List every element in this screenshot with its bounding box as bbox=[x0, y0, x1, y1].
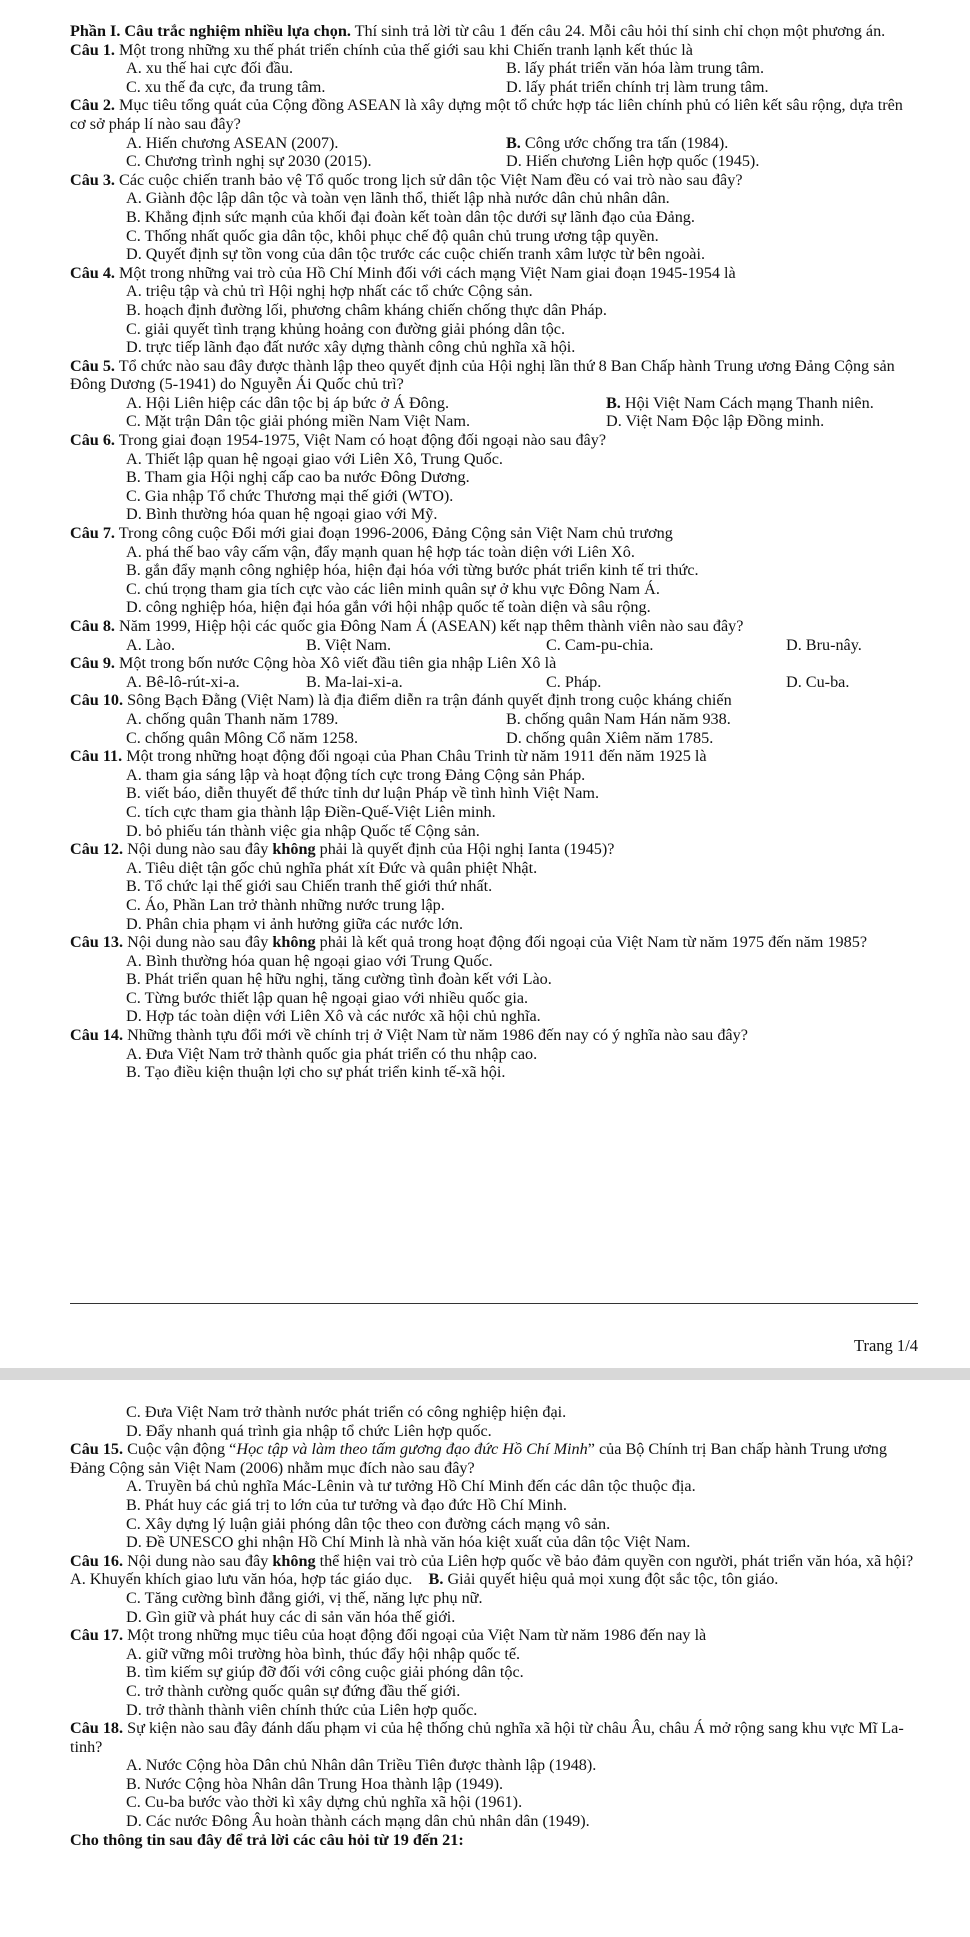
question-label: Câu 7. bbox=[70, 524, 115, 543]
option-a: A. Lào. bbox=[126, 635, 175, 654]
question-label: Câu 15. bbox=[70, 1440, 124, 1459]
question-label: Câu 18. bbox=[70, 1719, 124, 1738]
option-a: A. Bình thường hóa quan hệ ngoại giao với Trung Quốc. bbox=[126, 951, 493, 970]
option-b: B. Khẳng định sức mạnh của khối đại đoàn kết toàn dân tộc dưới sự lãnh đạo của Đảng. bbox=[126, 207, 695, 226]
question-text: Năm 1999, Hiệp hội các quốc gia Đông Nam Á (ASEAN) kết nạp thêm thành viên nào sau đây? bbox=[114, 617, 744, 635]
question-text: Một trong những vai trò của Hồ Chí Minh đối với cách mạng Việt Nam giai đoạn 1945-1954 là bbox=[114, 263, 736, 282]
question-2-options-row-1 bbox=[70, 134, 918, 153]
question-label: Câu 1. bbox=[70, 40, 115, 59]
option-c: C. Thống nhất quốc gia dân tộc, khôi phục chế độ quân chủ trung ương tập quyền. bbox=[126, 226, 659, 245]
option-b: B. hoạch định đường lối, phương châm kháng chiến chống thực dân Pháp. bbox=[126, 300, 607, 319]
option-d: D. Việt Nam Độc lập Đồng minh. bbox=[606, 412, 825, 431]
question-6-stem bbox=[70, 431, 918, 450]
option-d: D. trực tiếp lãnh đạo đất nước xây dựng thành công chủ nghĩa xã hội. bbox=[126, 338, 576, 357]
option-c: C. Đưa Việt Nam trở thành nước phát triển có công nghiệp hiện đại. bbox=[126, 1403, 567, 1421]
question-label: Câu 13. bbox=[70, 933, 124, 952]
question-label: Câu 5. bbox=[70, 356, 115, 375]
question-label: Câu 10. bbox=[70, 691, 124, 710]
option-a: A. Bê-lô-rút-xi-a. bbox=[126, 672, 240, 691]
option-b: B. Tham gia Hội nghị cấp cao ba nước Đông Dương. bbox=[126, 468, 470, 487]
option-d: D. Phân chia phạm vi ảnh hưởng giữa các nước lớn. bbox=[126, 914, 463, 933]
question-10-options-row-2 bbox=[70, 729, 918, 748]
option-d: D. Gìn giữ và phát huy các di sản văn hóa thế giới. bbox=[126, 1607, 456, 1626]
option-d: D. Cu-ba. bbox=[786, 672, 850, 691]
part-instructions: Thí sinh trả lời từ câu 1 đến câu 24. Mỗi câu hỏi thí sinh chỉ chọn một phương án. bbox=[350, 22, 886, 40]
option-b: B. Nước Cộng hòa Nhân dân Trung Hoa thành lập (1949). bbox=[126, 1774, 504, 1793]
question-2-options-row-2 bbox=[70, 152, 918, 171]
option-d: D. Đẩy nhanh quá trình gia nhập tổ chức Liên hợp quốc. bbox=[126, 1421, 492, 1440]
question-1-options-row-2 bbox=[70, 78, 918, 97]
question-text: Nội dung nào sau đây bbox=[123, 840, 273, 859]
option-b: B. chống quân Nam Hán năm 938. bbox=[506, 709, 731, 728]
option-b-text: Giải quyết hiệu quả mọi xung đột sắc tộc, tôn giáo. bbox=[443, 1570, 779, 1589]
question-5-options-row-1 bbox=[70, 394, 918, 413]
question-text: Trong giai đoạn 1954-1975, Việt Nam có hoạt động đối ngoại nào sau đây? bbox=[114, 431, 607, 450]
option-c: C. Gia nhập Tổ chức Thương mại thế giới (WTO). bbox=[126, 486, 454, 505]
question-text: Cuộc vận động “ bbox=[123, 1440, 237, 1459]
question-text: Mục tiêu tổng quát của Cộng đồng ASEAN là xây dựng một tổ chức hợp tác liên chính phủ có liên kết sâu rộng, dựa trên cơ sở pháp lí nào sau đây? bbox=[70, 96, 903, 133]
question-text-end: phải là quyết định của Hội nghị Ianta (1945)? bbox=[315, 840, 615, 859]
option-a: A. triệu tập và chủ trì Hội nghị hợp nhất các tổ chức Cộng sản. bbox=[126, 282, 533, 301]
question-15-stem bbox=[70, 1440, 918, 1477]
option-b: B. lấy phát triển văn hóa làm trung tâm. bbox=[506, 59, 765, 78]
option-c: C. Pháp. bbox=[546, 672, 602, 691]
question-text: Một trong những hoạt động đối ngoại của Phan Châu Trinh từ năm 1911 đến năm 1925 là bbox=[122, 747, 707, 766]
exam-page-2 bbox=[0, 1380, 970, 1937]
question-11-stem bbox=[70, 747, 918, 766]
option-b-text: Công ước chống tra tấn (1984). bbox=[520, 133, 729, 152]
option-c: C. chống quân Mông Cổ năm 1258. bbox=[126, 728, 359, 747]
option-b-label: B. bbox=[506, 133, 521, 152]
option-a: A. chống quân Thanh năm 1789. bbox=[126, 709, 339, 728]
option-a: A. tham gia sáng lập và hoạt động tích cực trong Đảng Cộng sản Pháp. bbox=[126, 765, 586, 784]
option-c: C. Chương trình nghị sự 2030 (2015). bbox=[126, 152, 372, 171]
question-label: Câu 9. bbox=[70, 654, 115, 673]
option-b: B. Tạo điều kiện thuận lợi cho sự phát triển kinh tế-xã hội. bbox=[126, 1063, 506, 1082]
campaign-title: Học tập và làm theo tấm gương đạo đức Hồ Chí Minh bbox=[236, 1440, 588, 1459]
option-b: B. Phát huy các giá trị to lớn của tư tưởng và đạo đức Hồ Chí Minh. bbox=[126, 1495, 567, 1514]
option-b: B. Tổ chức lại thế giới sau Chiến tranh thế giới thứ nhất. bbox=[126, 877, 493, 896]
question-text: Một trong những mục tiêu của hoạt động đối ngoại của Việt Nam từ năm 1986 đến nay là bbox=[123, 1626, 707, 1645]
option-d: D. Hiến chương Liên hợp quốc (1945). bbox=[506, 152, 760, 171]
option-c: C. Tăng cường bình đẳng giới, vị thế, năng lực phụ nữ. bbox=[126, 1588, 483, 1607]
option-a: A. phá thế bao vây cấm vận, đẩy mạnh quan hệ hợp tác toàn diện với Liên Xô. bbox=[126, 542, 635, 561]
option-c: C. Từng bước thiết lập quan hệ ngoại giao với nhiều quốc gia. bbox=[126, 988, 529, 1007]
question-9-stem bbox=[70, 654, 918, 673]
question-label: Câu 17. bbox=[70, 1626, 124, 1645]
question-label: Câu 14. bbox=[70, 1026, 124, 1045]
question-label: Câu 2. bbox=[70, 96, 115, 115]
option-d: D. Hợp tác toàn diện với Liên Xô và các nước xã hội chủ nghĩa. bbox=[126, 1007, 541, 1026]
option-c: C. giải quyết tình trạng khủng hoảng con đường giải phóng dân tộc. bbox=[126, 319, 566, 338]
option-c: C. Mặt trận Dân tộc giải phóng miền Nam Việt Nam. bbox=[126, 412, 470, 431]
question-4-stem bbox=[70, 264, 918, 283]
question-8-options bbox=[70, 636, 918, 655]
question-text-end: ” của Bộ Chính trị Ban chấp hành Trung ương Đảng Cộng sản Việt Nam (2006) nhằm mục đích nào sau đây? bbox=[70, 1440, 887, 1477]
option-d: D. Đề UNESCO ghi nhận Hồ Chí Minh là nhà văn hóa kiệt xuất của dân tộc Việt Nam. bbox=[126, 1533, 691, 1552]
option-d: D. Bình thường hóa quan hệ ngoại giao với Mỹ. bbox=[126, 505, 438, 524]
option-a: A. Thiết lập quan hệ ngoại giao với Liên Xô, Trung Quốc. bbox=[126, 449, 503, 468]
option-a: A. giữ vững môi trường hòa bình, thúc đẩy hội nhập quốc tế. bbox=[126, 1644, 521, 1663]
question-12-stem bbox=[70, 840, 918, 859]
option-a: A. xu thế hai cực đối đầu. bbox=[126, 59, 294, 78]
option-a: A. Đưa Việt Nam trở thành quốc gia phát triển có thu nhập cao. bbox=[126, 1044, 538, 1063]
option-d: D. bỏ phiếu tán thành việc gia nhập Quốc tế Cộng sản. bbox=[126, 821, 480, 840]
negation-emphasis: không bbox=[272, 933, 316, 952]
option-b: B. tìm kiếm sự giúp đỡ đối với công cuộc giải phóng dân tộc. bbox=[126, 1663, 524, 1682]
question-label: Câu 11. bbox=[70, 747, 123, 766]
question-text: Một trong những xu thế phát triển chính của thế giới sau khi Chiến tranh lạnh kết thúc là bbox=[114, 40, 693, 59]
question-text-end: phải là kết quả trong hoạt động đối ngoại của Việt Nam từ năm 1975 đến năm 1985? bbox=[315, 933, 868, 952]
option-a: A. Hiến chương ASEAN (2007). bbox=[126, 133, 339, 152]
option-b: B. Ma-lai-xi-a. bbox=[306, 672, 403, 691]
option-d: D. Các nước Đông Âu hoàn thành cách mạng dân chủ nhân dân (1949). bbox=[126, 1812, 590, 1831]
question-9-options bbox=[70, 673, 918, 692]
question-text-end: thể hiện vai trò của Liên hợp quốc về bảo đảm quyền con người, phát triển văn hóa, xã hội? bbox=[315, 1551, 914, 1570]
question-1-stem bbox=[70, 41, 918, 60]
question-5-options-row-2 bbox=[70, 412, 918, 431]
negation-emphasis: không bbox=[272, 1551, 316, 1570]
question-5-stem bbox=[70, 357, 918, 394]
option-b-label: B. bbox=[428, 1570, 444, 1589]
option-d: D. trở thành thành viên chính thức của Liên hợp quốc. bbox=[126, 1700, 478, 1719]
part-title: Phần I. Câu trắc nghiệm nhiều lựa chọn. bbox=[70, 22, 351, 40]
option-a: A. Khuyến khích giao lưu văn hóa, hợp tác giáo dục. bbox=[70, 1570, 413, 1589]
part-intro bbox=[70, 22, 918, 41]
question-14-stem bbox=[70, 1026, 918, 1045]
option-b-label: B. bbox=[606, 393, 621, 412]
option-a: A. Nước Cộng hòa Dân chủ Nhân dân Triều Tiên được thành lập (1948). bbox=[126, 1756, 597, 1775]
option-c: C. chú trọng tham gia tích cực vào các liên minh quân sự ở khu vực Đông Nam Á. bbox=[126, 579, 660, 598]
option-b: B. viết báo, diễn thuyết để thức tỉnh dư luận Pháp về tình hình Việt Nam. bbox=[126, 784, 600, 803]
option-b-text: Hội Việt Nam Cách mạng Thanh niên. bbox=[620, 393, 874, 412]
question-text: Các cuộc chiến tranh bảo vệ Tổ quốc trong lịch sử dân tộc Việt Nam đều có vai trò nào sau đây? bbox=[114, 170, 743, 189]
footer-divider bbox=[70, 1303, 918, 1304]
option-d: D. Bru-nây. bbox=[786, 635, 862, 654]
option-c: C. trở thành cường quốc quân sự đứng đầu thế giới. bbox=[126, 1681, 461, 1700]
option-b: B. Việt Nam. bbox=[306, 635, 392, 654]
question-1-options-row-1 bbox=[70, 59, 918, 78]
question-label: Câu 6. bbox=[70, 431, 115, 450]
option-c: C. Xây dựng lý luận giải phóng dân tộc theo con đường cách mạng vô sản. bbox=[126, 1514, 611, 1533]
option-d: D. công nghiệp hóa, hiện đại hóa gắn với hội nhập quốc tế toàn diện và sâu rộng. bbox=[126, 598, 651, 617]
question-16-stem bbox=[70, 1552, 918, 1571]
option-a: A. Tiêu diệt tận gốc chủ nghĩa phát xít Đức và quân phiệt Nhật. bbox=[126, 858, 538, 877]
question-13-stem bbox=[70, 933, 918, 952]
question-text: Một trong bốn nước Cộng hòa Xô viết đầu tiên gia nhập Liên Xô là bbox=[114, 654, 557, 673]
option-c: C. Cu-ba bước vào thời kì xây dựng chủ nghĩa xã hội (1961). bbox=[126, 1793, 523, 1812]
option-a: A. Giành độc lập dân tộc và toàn vẹn lãnh thổ, thiết lập nhà nước dân chủ nhân dân. bbox=[126, 189, 670, 208]
option-b bbox=[606, 394, 874, 413]
question-16-options-row-1 bbox=[70, 1570, 918, 1589]
question-text: Trong công cuộc Đổi mới giai đoạn 1996-2006, Đảng Cộng sản Việt Nam chủ trương bbox=[114, 524, 673, 543]
option-d: D. Quyết định sự tồn vong của dân tộc trước các cuộc chiến tranh xâm lược từ bên ngoài. bbox=[126, 245, 706, 264]
question-text: Nội dung nào sau đây bbox=[123, 1551, 273, 1570]
option-c: C. tích cực tham gia thành lập Điền-Quế-Việt Liên minh. bbox=[126, 802, 496, 821]
question-10-options-row-1 bbox=[70, 710, 918, 729]
question-17-stem bbox=[70, 1626, 918, 1645]
option-c: C. Cam-pu-chia. bbox=[546, 635, 654, 654]
question-label: Câu 4. bbox=[70, 263, 115, 282]
option-c: C. xu thế đa cực, đa trung tâm. bbox=[126, 77, 326, 96]
question-text: Sự kiện nào sau đây đánh dấu phạm vi của hệ thống chủ nghĩa xã hội từ châu Âu, châu Á mở rộng sang khu vực Mĩ La-tinh? bbox=[70, 1719, 904, 1756]
question-text: Sông Bạch Đằng (Việt Nam) là địa điểm diễn ra trận đánh quyết định trong cuộc kháng chiến bbox=[123, 691, 732, 710]
option-b: B. Phát triển quan hệ hữu nghị, tăng cường tình đoàn kết với Lào. bbox=[126, 970, 552, 989]
page-gap bbox=[0, 1368, 970, 1380]
option-b: B. gắn đẩy mạnh công nghiệp hóa, hiện đại hóa với từng bước phát triển kinh tế tri thức. bbox=[126, 561, 699, 580]
option-b bbox=[506, 134, 728, 153]
question-label: Câu 8. bbox=[70, 617, 115, 635]
negation-emphasis: không bbox=[272, 840, 316, 859]
question-label: Câu 12. bbox=[70, 840, 124, 859]
question-text: Những thành tựu đổi mới về chính trị ở Việt Nam từ năm 1986 đến nay có ý nghĩa nào sau đây? bbox=[123, 1026, 748, 1045]
question-label: Câu 16. bbox=[70, 1551, 124, 1570]
option-c: C. Áo, Phần Lan trở thành những nước trung lập. bbox=[126, 895, 445, 914]
question-2-stem bbox=[70, 96, 918, 133]
option-d: D. chống quân Xiêm năm 1785. bbox=[506, 728, 714, 747]
page-number: Trang 1/4 bbox=[853, 1336, 918, 1355]
question-10-stem bbox=[70, 691, 918, 710]
question-8-stem bbox=[70, 617, 918, 636]
question-text: Tổ chức nào sau đây được thành lập theo quyết định của Hội nghị lần thứ 8 Ban Chấp hành Trung ương Đảng Cộng sản Đông Dương (5-1941) do Nguyễn Ái Quốc chủ trì? bbox=[70, 356, 895, 394]
question-7-stem bbox=[70, 524, 918, 543]
question-3-stem bbox=[70, 171, 918, 190]
option-d: D. lấy phát triển chính trị làm trung tâm. bbox=[506, 77, 769, 96]
option-a: A. Hội Liên hiệp các dân tộc bị áp bức ở Á Đông. bbox=[126, 393, 450, 412]
info-passage-heading-partial: Cho thông tin sau đây để trả lời các câu hỏi từ 19 đến 21: bbox=[70, 1830, 464, 1849]
question-label: Câu 3. bbox=[70, 170, 115, 189]
question-text: Nội dung nào sau đây bbox=[123, 933, 273, 952]
option-a: A. Truyền bá chủ nghĩa Mác-Lênin và tư tưởng Hồ Chí Minh đến các dân tộc thuộc địa. bbox=[126, 1477, 696, 1496]
question-18-stem bbox=[70, 1719, 918, 1756]
